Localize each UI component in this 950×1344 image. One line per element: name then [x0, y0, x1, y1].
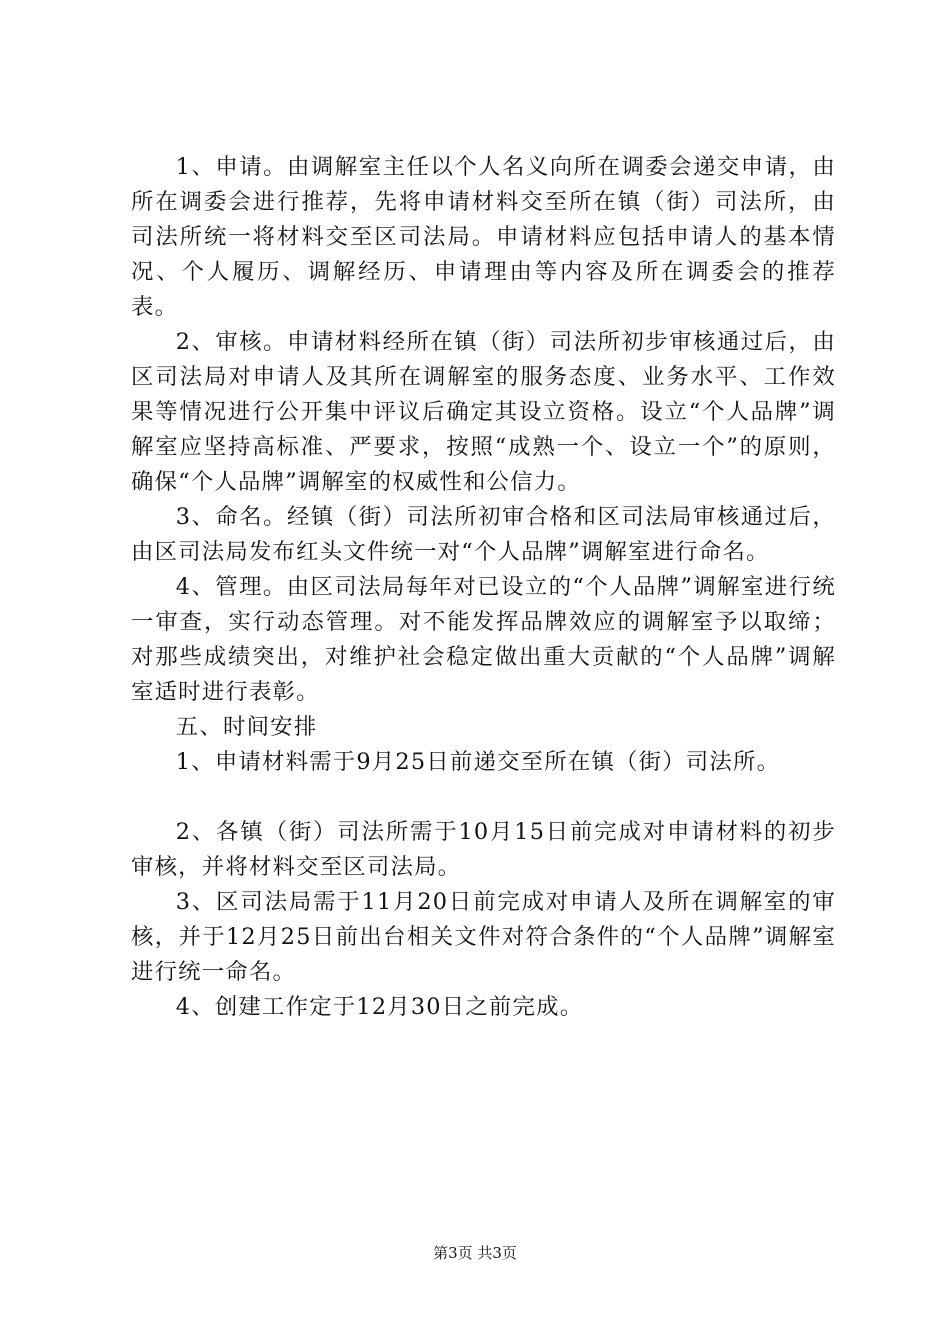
- paragraph-review: 2、审核。申请材料经所在镇（街）司法所初步审核通过后，由区司法局对申请人及其所在调解室的服务态度、业务水平、工作效果等情况进行公开集中评议后确定其设立资格。设立“个人品牌”调解室应坚持高标准、严要求，按照“成熟一个、设立一个”的原则，确保“个人品牌”调解室的权威性和公信力。: [131, 329, 836, 495]
- paragraph-management: 4、管理。由区司法局每年对已设立的“个人品牌”调解室进行统一审查，实行动态管理。对不能发挥品牌效应的调解室予以取缔；对那些成绩突出，对维护社会稳定做出重大贡献的“个人品牌”调解室适时进行表彰。: [131, 574, 836, 705]
- document-body: [131, 150, 836, 1025]
- paragraph-naming: 3、命名。经镇（街）司法所初审合格和区司法局审核通过后，由区司法局发布红头文件统一对“个人品牌”调解室进行命名。: [131, 504, 836, 565]
- schedule-item-3: 3、区司法局需于11月20日前完成对申请人及所在调解室的审核，并于12月25日前出台相关文件对符合条件的“个人品牌”调解室进行统一命名。: [131, 889, 836, 985]
- schedule-item-1: 1、申请材料需于9月25日前递交至所在镇（街）司法所。: [175, 749, 781, 775]
- page-number-footer: 第3页 共3页: [433, 1244, 517, 1262]
- section-heading-schedule: 五、时间安排: [175, 714, 318, 740]
- schedule-item-4: 4、创建工作定于12月30日之前完成。: [175, 994, 584, 1020]
- schedule-item-2: 2、各镇（街）司法所需于10月15日前完成对申请材料的初步审核，并将材料交至区司法局。: [131, 819, 836, 880]
- paragraph-application: 1、申请。由调解室主任以个人名义向所在调委会递交申请，由所在调委会进行推荐，先将申请材料交至所在镇（街）司法所，由司法所统一将材料交至区司法局。申请材料应包括申请人的基本情况、个人履历、调解经历、申请理由等内容及所在调委会的推荐表。: [131, 154, 836, 320]
